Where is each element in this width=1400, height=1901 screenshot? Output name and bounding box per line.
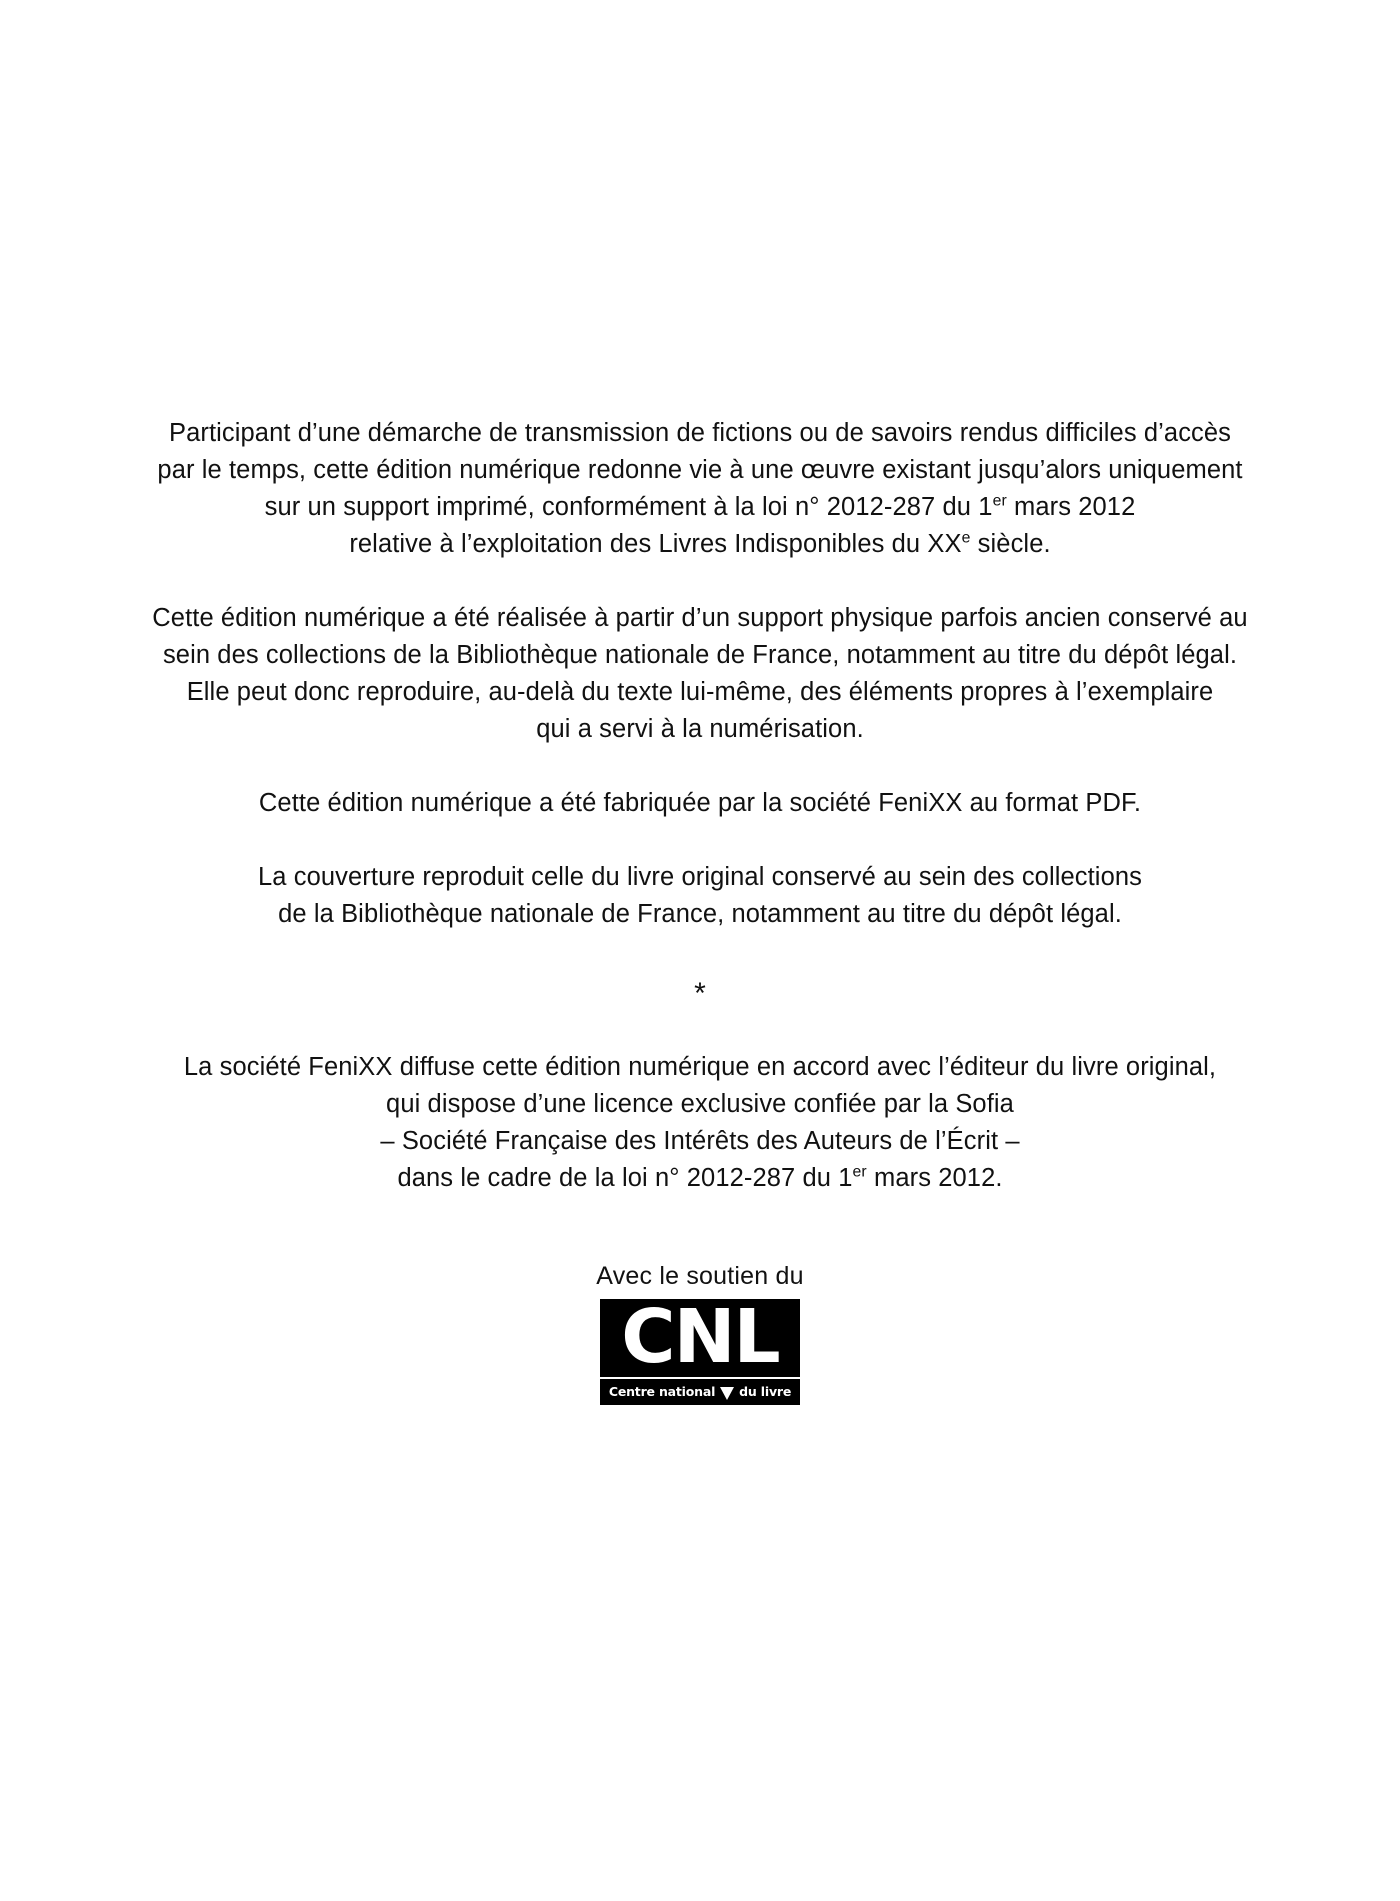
cnl-subtitle-left: Centre national bbox=[608, 1384, 716, 1399]
paragraph-source-support: Cette édition numérique a été réalisée à partir d’un support physique parfois ancien conservé au sein des collections de la Bibliothèque nationale de France, notamment au titre du dépôt légal. Elle peut donc reproduire, au-delà du texte lui-même, des éléments propres à l’exemplaire qui a servi à la numérisation. bbox=[152, 604, 1248, 743]
legal-notice-content bbox=[0, 415, 1400, 1405]
paragraph-gap bbox=[0, 748, 1400, 785]
paragraph-transmission: Participant d’une démarche de transmission de fictions ou de savoirs rendus difficiles d’accès par le temps, cette édition numérique redonne vie à une œuvre existant jusqu’alors uniquement sur un support imprimé, conformément à la loi n° 2012-287 du 1er mars 2012 relative à l’exploitation des Livres Indisponibles du XXe siècle. bbox=[157, 419, 1243, 558]
paragraph-cover: La couverture reproduit celle du livre original conservé au sein des collections de la Bibliothèque nationale de France, notamment au titre du dépôt légal. bbox=[258, 863, 1142, 928]
section-separator: * bbox=[694, 977, 706, 1010]
paragraph-gap bbox=[0, 563, 1400, 600]
cnl-subtitle-right: du livre bbox=[739, 1384, 792, 1399]
cnl-logo-subtitle bbox=[600, 1379, 800, 1405]
paragraph-gap bbox=[0, 1011, 1400, 1049]
paragraph-gap bbox=[0, 822, 1400, 859]
cnl-logo-mark bbox=[600, 1299, 800, 1377]
paragraph-fabrication: Cette édition numérique a été fabriquée par la société FeniXX au format PDF. bbox=[258, 789, 1142, 817]
support-block bbox=[0, 1261, 1400, 1405]
cnl-logo-letters: CNL bbox=[621, 1299, 779, 1377]
paragraph-distribution: La société FeniXX diffuse cette édition numérique en accord avec l’éditeur du livre original, qui dispose d’une licence exclusive confiée par la Sofia – Société Française des Intérêts des Auteurs de l’Écrit – dans le cadre de la loi n° 2012-287 du 1er mars 2012. bbox=[183, 1053, 1217, 1192]
triangle-icon bbox=[720, 1387, 734, 1400]
cnl-logo bbox=[600, 1299, 800, 1405]
support-label: Avec le soutien du bbox=[596, 1262, 804, 1290]
paragraph-gap bbox=[0, 933, 1400, 971]
